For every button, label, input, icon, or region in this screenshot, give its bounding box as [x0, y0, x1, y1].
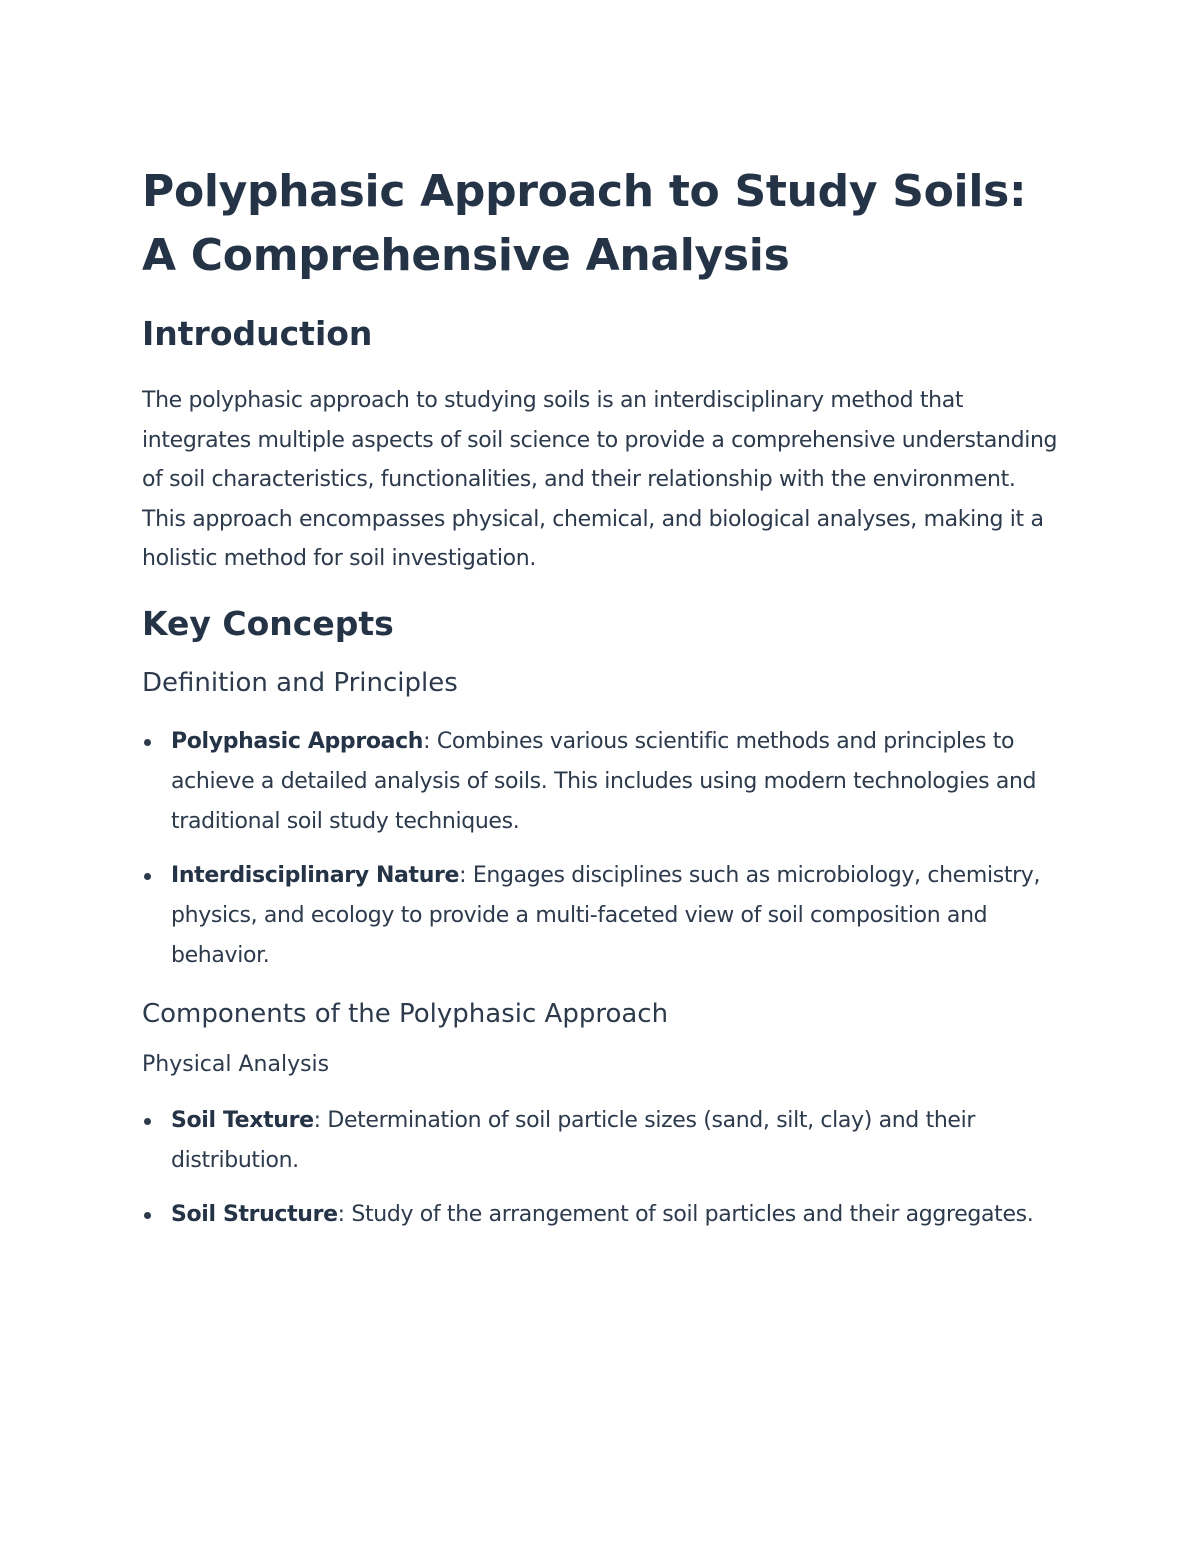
bullet-icon — [144, 873, 151, 880]
definition-principles-heading: Definition and Principles — [142, 667, 458, 698]
components-heading: Components of the Polyphasic Approach — [142, 998, 669, 1029]
list-item-term: Interdisciplinary Nature — [171, 862, 460, 888]
bullet-icon — [144, 1118, 151, 1125]
list-item — [142, 1195, 1062, 1235]
bullet-icon — [144, 1212, 151, 1219]
list-item-text: : Determination of soil particle sizes (sand, silt, clay) and their distribution. — [171, 1107, 976, 1173]
list-item — [142, 1101, 1062, 1181]
introduction-paragraph: The polyphasic approach to studying soils is an interdisciplinary method that integrates multiple aspects of soil science to provide a comprehensive understanding of soil characteristics, functionalities, and their relationship with the environment. This approach encompasses physical, chemical, and biological analyses, making it a holistic method for soil investigation. — [142, 388, 1058, 571]
list-item-term: Soil Texture — [171, 1107, 314, 1133]
list-item-text: : Engages disciplines such as microbiology, chemistry, physics, and ecology to provide a multi-faceted view of soil composition and behavior. — [171, 862, 1041, 968]
introduction-heading: Introduction — [142, 314, 373, 353]
list-item-term: Polyphasic Approach — [171, 728, 424, 754]
list-item-term: Soil Structure — [171, 1201, 338, 1227]
list-item-text: : Study of the arrangement of soil particles and their aggregates. — [337, 1201, 1034, 1227]
list-item — [142, 722, 1062, 842]
document-page — [142, 160, 1062, 1249]
list-item-text: : Combines various scientific methods and principles to achieve a detailed analysis of soils. This includes using modern technologies and traditional soil study techniques. — [171, 728, 1037, 834]
key-concepts-heading: Key Concepts — [142, 603, 394, 643]
list-item — [142, 856, 1062, 976]
physical-analysis-heading: Physical Analysis — [142, 1051, 330, 1077]
physical-analysis-list — [142, 1101, 1062, 1235]
definition-list — [142, 722, 1062, 976]
document-title: Polyphasic Approach to Study Soils: A Comprehensive Analysis — [142, 166, 1027, 281]
bullet-icon — [144, 739, 151, 746]
